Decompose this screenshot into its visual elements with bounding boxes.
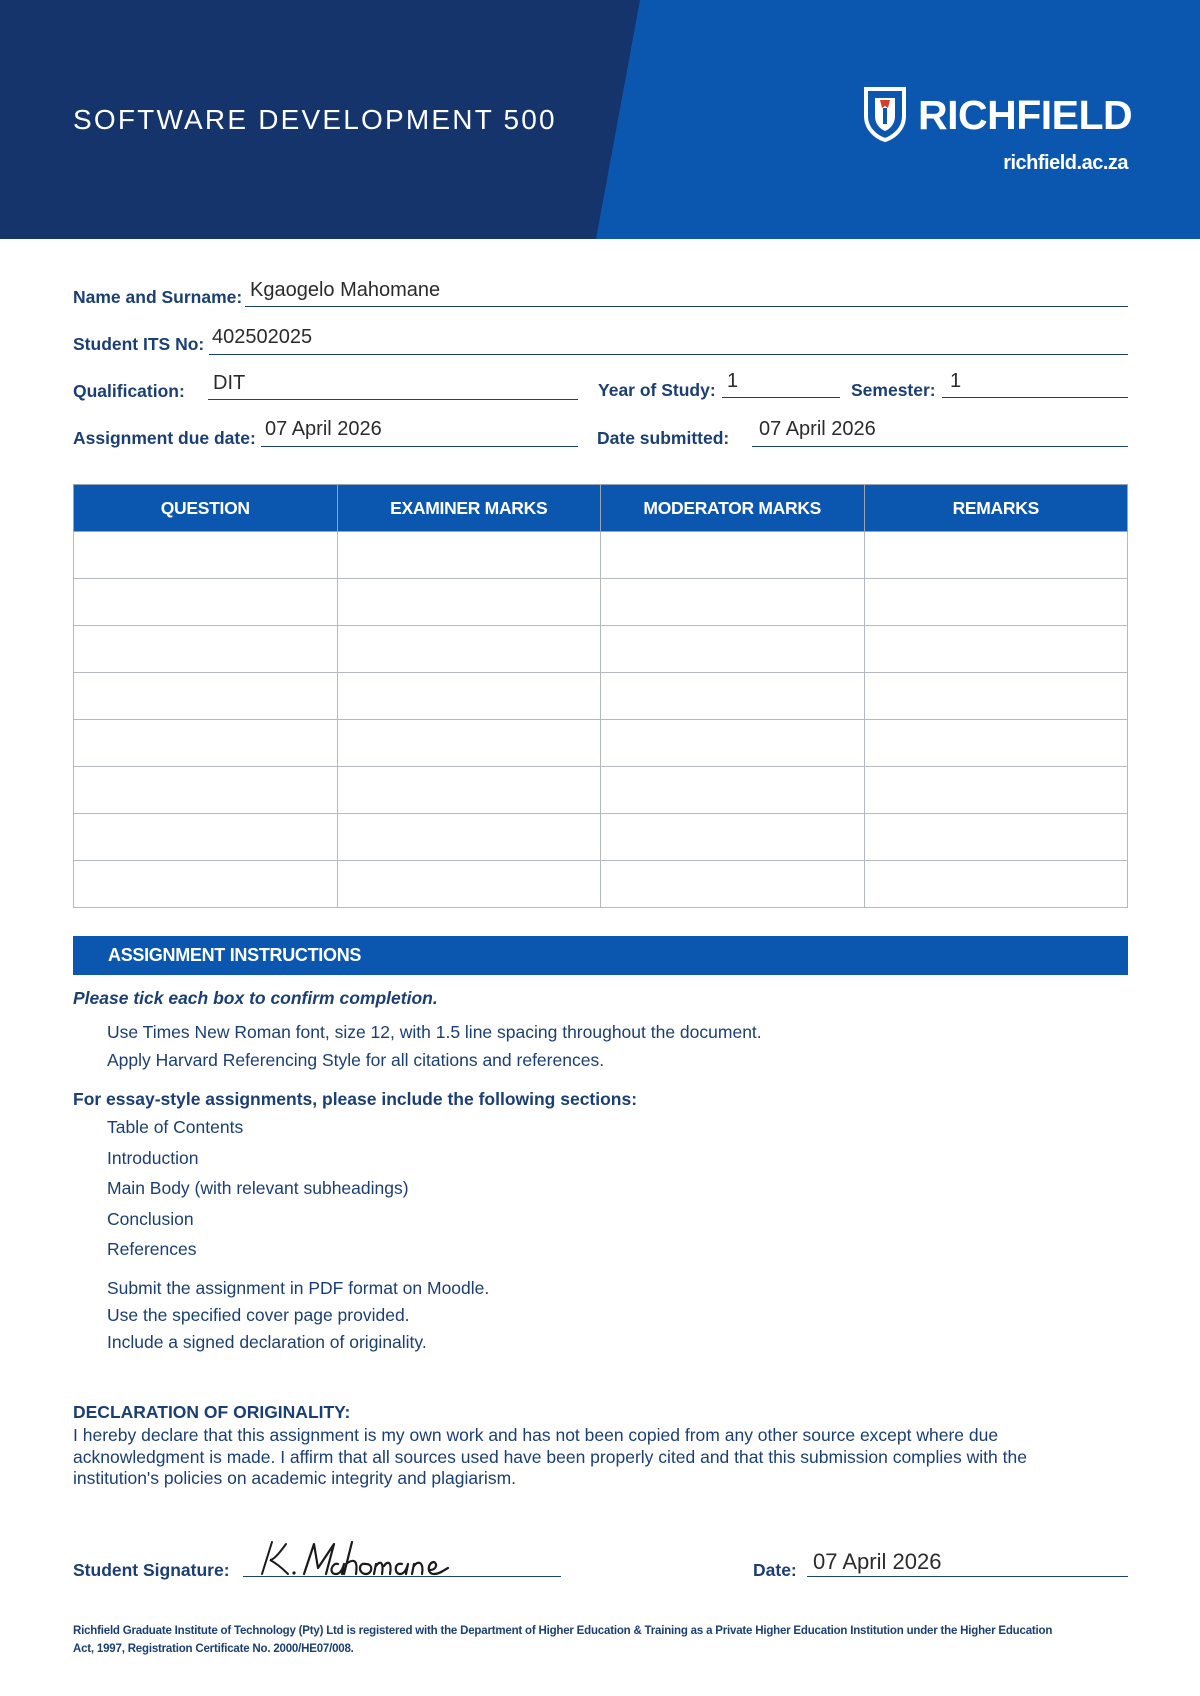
semester-line xyxy=(942,397,1128,398)
course-title: SOFTWARE DEVELOPMENT 500 xyxy=(73,104,557,135)
year-value: 1 xyxy=(727,370,739,392)
page-header xyxy=(0,0,1200,239)
semester-label: Semester: xyxy=(851,380,936,400)
table-row xyxy=(74,720,1128,767)
table-cell xyxy=(337,767,601,814)
table-cell xyxy=(864,814,1128,861)
list-item: Table of Contents xyxy=(107,1117,244,1137)
list-item: Include a signed declaration of originality. xyxy=(107,1332,427,1352)
table-row xyxy=(74,579,1128,626)
table-cell xyxy=(601,673,865,720)
list-item: Main Body (with relevant subheadings) xyxy=(107,1178,409,1198)
signature-date-line xyxy=(807,1576,1128,1577)
instructions-bar xyxy=(73,936,1128,975)
table-cell xyxy=(74,532,338,579)
list-item: Submit the assignment in PDF format on Moodle. xyxy=(107,1278,490,1298)
table-row xyxy=(74,532,1128,579)
due-date-line xyxy=(261,446,578,447)
table-cell xyxy=(74,767,338,814)
year-line xyxy=(722,397,840,398)
tick-note: Please tick each box to confirm completion. xyxy=(73,988,438,1008)
table-cell xyxy=(601,720,865,767)
table-cell xyxy=(337,626,601,673)
table-cell xyxy=(864,626,1128,673)
due-date-value: 07 April 2026 xyxy=(265,418,382,440)
table-cell xyxy=(337,814,601,861)
due-date-label: Assignment due date: xyxy=(73,428,256,448)
qualification-line xyxy=(208,399,578,400)
name-line xyxy=(245,306,1128,307)
declaration-title: DECLARATION OF ORIGINALITY: xyxy=(73,1402,351,1422)
submitted-value: 07 April 2026 xyxy=(759,418,876,440)
table-cell xyxy=(864,532,1128,579)
year-label: Year of Study: xyxy=(598,380,716,400)
table-row xyxy=(74,814,1128,861)
handwritten-signature xyxy=(258,1534,478,1580)
table-cell xyxy=(864,720,1128,767)
logo-url: richfield.ac.za xyxy=(1003,152,1128,174)
table-cell xyxy=(74,673,338,720)
student-no-label: Student ITS No: xyxy=(73,334,205,354)
list-item: Conclusion xyxy=(107,1209,194,1229)
submitted-line xyxy=(752,446,1128,447)
submitted-label: Date submitted: xyxy=(597,428,730,448)
semester-value: 1 xyxy=(950,370,962,392)
table-cell xyxy=(864,767,1128,814)
table-cell xyxy=(601,814,865,861)
signature-date-value: 07 April 2026 xyxy=(813,1549,942,1574)
header-examiner-marks: EXAMINER MARKS xyxy=(337,485,601,532)
qualification-label: Qualification: xyxy=(73,381,185,401)
declaration-body: I hereby declare that this assignment is my own work and has not been copied from any other source except where due acknowledgment is made. I affirm that all sources used have been properly cited and that this submission complies with the institution's policies on academic integrity and plagiarism. xyxy=(73,1425,1027,1488)
table-row xyxy=(74,673,1128,720)
marks-table-header xyxy=(74,485,1128,532)
shield-icon xyxy=(863,86,907,142)
table-cell xyxy=(74,626,338,673)
table-cell xyxy=(337,579,601,626)
table-row xyxy=(74,861,1128,908)
table-cell xyxy=(601,626,865,673)
footer-registration-note: Richfield Graduate Institute of Technology (Pty) Ltd is registered with the Department of Higher Education & Training as a Private Higher Education Institution under the Higher Education Act, 1997, Registration Certificate No. 2000/HE07/008. xyxy=(73,1625,1053,1655)
table-cell xyxy=(864,673,1128,720)
table-cell xyxy=(601,579,865,626)
table-row xyxy=(74,626,1128,673)
table-row xyxy=(74,767,1128,814)
table-cell xyxy=(601,861,865,908)
list-item: References xyxy=(107,1239,197,1259)
header-remarks: REMARKS xyxy=(864,485,1128,532)
table-cell xyxy=(601,532,865,579)
name-label: Name and Surname: xyxy=(73,287,243,307)
table-cell xyxy=(74,861,338,908)
essay-heading: For essay-style assignments, please include the following sections: xyxy=(73,1089,638,1109)
table-cell xyxy=(337,532,601,579)
table-cell xyxy=(337,861,601,908)
header-moderator-marks: MODERATOR MARKS xyxy=(601,485,865,532)
marks-table xyxy=(73,484,1128,908)
logo-wordmark: RICHFIELD xyxy=(918,92,1133,138)
signature-date-label: Date: xyxy=(753,1560,797,1580)
header-question: QUESTION xyxy=(74,485,338,532)
table-cell xyxy=(337,673,601,720)
table-cell xyxy=(74,720,338,767)
list-item: Introduction xyxy=(107,1148,199,1168)
table-cell xyxy=(864,861,1128,908)
student-no-line xyxy=(209,354,1128,355)
list-item: Use the specified cover page provided. xyxy=(107,1305,410,1325)
table-cell xyxy=(337,720,601,767)
table-cell xyxy=(74,814,338,861)
instructions-title: ASSIGNMENT INSTRUCTIONS xyxy=(108,945,362,965)
table-cell xyxy=(74,579,338,626)
list-item: Apply Harvard Referencing Style for all citations and references. xyxy=(107,1050,605,1070)
name-value: Kgaogelo Mahomane xyxy=(250,279,441,301)
student-no-value: 402502025 xyxy=(212,326,313,348)
table-cell xyxy=(601,767,865,814)
qualification-value: DIT xyxy=(213,372,246,394)
list-item: Use Times New Roman font, size 12, with 1.5 line spacing throughout the document. xyxy=(107,1022,762,1042)
signature-label: Student Signature: xyxy=(73,1560,230,1580)
table-cell xyxy=(864,579,1128,626)
